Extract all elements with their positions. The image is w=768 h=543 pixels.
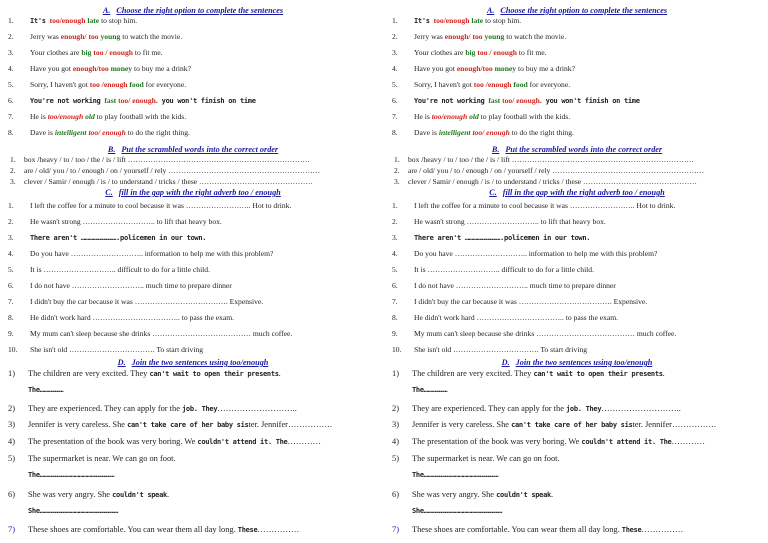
gap-sentence: I left the coffee for a minute to cool because it was …………………….. Hot to drink. xyxy=(30,201,292,210)
item-number: 4) xyxy=(8,437,15,446)
item-number: 6. xyxy=(8,96,14,105)
gap-sentence: Do you have ……………………….. information to help me with this problem? xyxy=(414,249,658,258)
item-number: 3) xyxy=(392,420,399,429)
section-heading-d xyxy=(8,358,378,367)
exercise-d-item xyxy=(8,420,376,430)
option-word: big xyxy=(81,48,92,57)
exercise-c-item xyxy=(8,217,376,227)
exercise-d-item xyxy=(392,525,760,535)
exercise-d-item xyxy=(8,404,376,414)
section-heading-c xyxy=(392,188,762,197)
option-word: enough/too xyxy=(72,64,109,73)
option-word: young xyxy=(482,32,505,41)
sentence-part: . xyxy=(278,369,281,378)
option-word: intelligent xyxy=(438,128,471,137)
worksheet-right xyxy=(392,0,762,543)
sentence-part: to buy me a drink? xyxy=(132,64,191,73)
option-word: too/ enough. xyxy=(500,96,542,105)
item-number: 2) xyxy=(8,404,15,413)
gap-sentence: He didn't work hard …………………………….. to pass the exam. xyxy=(30,313,235,322)
exercise-c-item xyxy=(8,345,376,355)
option-word: too/enough xyxy=(49,16,86,25)
sentence-part: to stop him. xyxy=(99,16,138,25)
sentence-part: can't take care of her baby sis xyxy=(127,421,249,429)
item-number: 5) xyxy=(8,454,15,463)
exercise-b-item xyxy=(392,166,760,176)
exercise-c-item xyxy=(392,297,760,307)
section-letter: D. xyxy=(117,358,126,367)
worksheet-left xyxy=(8,0,378,543)
gap-sentence: My mum can't sleep because she drinks ………………………………… much coffee. xyxy=(414,329,677,338)
sentence-part: Dave is xyxy=(414,128,439,137)
item-number: 6) xyxy=(8,490,15,499)
exercise-d-item xyxy=(392,490,760,500)
exercise-c-item xyxy=(8,297,376,307)
gap-sentence: I do not have ……………………….. much time to prepare dinner xyxy=(414,281,616,290)
sentence-part: job. They xyxy=(566,405,602,413)
sentence-part: The children are very excited. They xyxy=(412,369,534,378)
item-number: 5. xyxy=(392,265,398,274)
exercise-d-item xyxy=(8,525,376,535)
item-number: 3. xyxy=(392,48,398,57)
sentence-part: Sorry, I haven't got xyxy=(30,80,90,89)
option-word: money xyxy=(492,64,517,73)
option-word: enough/too xyxy=(456,64,493,73)
item-number: 8. xyxy=(392,128,398,137)
item-number: 5. xyxy=(392,80,398,89)
item-number: 8. xyxy=(8,313,14,322)
item-number: 3) xyxy=(8,420,15,429)
sentence-part: ……………………….. xyxy=(217,404,297,413)
item-number: 8. xyxy=(392,313,398,322)
section-letter: C. xyxy=(105,188,113,197)
item-number: 2. xyxy=(10,166,16,175)
answer-start: The………………………………………………… xyxy=(28,471,115,479)
answer-line[interactable] xyxy=(8,470,396,480)
section-title: fill in the gap with the right adverb too / enough xyxy=(118,188,281,197)
section-title: Join the two sentences using too/enough xyxy=(131,358,269,367)
exercise-a-item xyxy=(8,32,376,42)
item-number: 3. xyxy=(8,48,14,57)
exercise-a-item xyxy=(392,32,760,42)
gap-sentence: It is ……………………….. difficult to do for a little child. xyxy=(414,265,594,274)
option-word: too/enough xyxy=(433,16,470,25)
section-title: Choose the right option to complete the sentences xyxy=(500,6,668,15)
item-number: 4) xyxy=(392,437,399,446)
gap-sentence: I didn't buy the car because it was ………………………………. Expensive. xyxy=(30,297,264,306)
item-number: 4. xyxy=(8,249,14,258)
gap-sentence: She isn't old ……………………………. To start driving xyxy=(414,345,588,354)
scrambled-words: are / old/ you / to / enough / on / yourself / rely …………………………………………………… xyxy=(24,166,321,175)
answer-start: She…………………………………………………… xyxy=(28,507,119,515)
exercise-c-item xyxy=(392,313,760,323)
exercise-c-item xyxy=(8,201,376,211)
item-number: 1. xyxy=(392,16,398,25)
item-number: 2. xyxy=(392,217,398,226)
exercise-d-item xyxy=(392,369,760,379)
sentence-part: to play football with the kids. xyxy=(478,112,571,121)
option-word: too /enough xyxy=(473,80,512,89)
sentence-part: The supermarket is near. We can go on foot. xyxy=(412,454,560,463)
exercise-c-item xyxy=(8,233,376,243)
section-heading-a xyxy=(8,6,378,15)
item-number: 7. xyxy=(392,112,398,121)
section-title: Choose the right option to complete the sentences xyxy=(116,6,284,15)
sentence-part: job. They xyxy=(182,405,218,413)
sentence-part: couldn't attend it. The xyxy=(581,438,672,446)
item-number: 7) xyxy=(392,525,399,534)
option-word: too/ enough xyxy=(470,128,510,137)
sentence-part: Sorry, I haven't got xyxy=(414,80,474,89)
item-number: 2) xyxy=(392,404,399,413)
exercise-c-item xyxy=(392,217,760,227)
exercise-b-item xyxy=(392,177,760,187)
exercise-c-item xyxy=(8,281,376,291)
sentence-part: …………… xyxy=(257,525,300,534)
exercise-a-item xyxy=(392,128,760,138)
option-word: food xyxy=(511,80,528,89)
exercise-c-item xyxy=(392,265,760,275)
item-number: 5) xyxy=(392,454,399,463)
item-number: 6) xyxy=(392,490,399,499)
item-number: 3. xyxy=(8,233,14,242)
exercise-d-item xyxy=(392,404,760,414)
gap-sentence: My mum can't sleep because she drinks ………………………………… much coffee. xyxy=(30,329,293,338)
sentence-part: Your clothes are xyxy=(30,48,82,57)
exercise-d-item xyxy=(392,437,760,447)
item-number: 7. xyxy=(8,112,14,121)
section-letter: D. xyxy=(501,358,510,367)
option-word: fast xyxy=(104,96,117,105)
section-heading-b xyxy=(8,145,378,154)
sentence-part: They are experienced. They can apply for the xyxy=(28,404,183,413)
section-title: Put the scrambled words into the correct order xyxy=(505,145,663,154)
option-word: food xyxy=(127,80,144,89)
option-word: enough/ too xyxy=(60,32,99,41)
exercise-c-item xyxy=(8,329,376,339)
item-number: 5. xyxy=(8,80,14,89)
exercise-a-item xyxy=(8,128,376,138)
sentence-part: can't wait to open their presents xyxy=(533,370,663,378)
sentence-part: to fit me. xyxy=(133,48,163,57)
sentence-part: can't take care of her baby sis xyxy=(511,421,633,429)
sentence-part: You're not working xyxy=(30,97,105,105)
option-word: big xyxy=(465,48,476,57)
sentence-part: These xyxy=(621,526,642,534)
option-word: too/ enough xyxy=(86,128,126,137)
option-word: too /enough xyxy=(89,80,128,89)
sentence-part: She was very angry. She xyxy=(412,490,497,499)
item-number: 1. xyxy=(392,201,398,210)
exercise-a-item xyxy=(392,80,760,90)
sentence-part: to do the right thing. xyxy=(125,128,190,137)
exercise-c-item xyxy=(392,233,760,243)
item-number: 8. xyxy=(8,128,14,137)
sentence-part: ter. Jennifer……………. xyxy=(632,420,716,429)
gap-sentence: I left the coffee for a minute to cool because it was …………………….. Hot to drink. xyxy=(414,201,676,210)
item-number: 2. xyxy=(8,32,14,41)
item-number: 6. xyxy=(392,96,398,105)
scrambled-words: clever / Samir / enough / is / to understand / tricks / these ……………………………………… xyxy=(24,177,313,186)
gap-sentence: She isn't old ……………………………. To start driving xyxy=(30,345,204,354)
sentence-part: couldn't speak xyxy=(112,491,167,499)
scrambled-words: clever / Samir / enough / is / to understand / tricks / these ……………………………………… xyxy=(408,177,697,186)
exercise-c-item xyxy=(392,345,760,355)
sentence-part: He is xyxy=(414,112,432,121)
exercise-a-item xyxy=(8,48,376,58)
sentence-part: These shoes are comfortable. You can wear them all day long. xyxy=(412,525,622,534)
sentence-part: The presentation of the book was very boring. We xyxy=(412,437,582,446)
item-number: 2. xyxy=(8,217,14,226)
section-letter: A. xyxy=(486,6,495,15)
item-number: 10. xyxy=(392,345,402,354)
exercise-d-item xyxy=(392,454,760,464)
section-letter: B. xyxy=(491,145,500,154)
option-word: late xyxy=(85,16,100,25)
gap-sentence: He wasn't strong ……………………….. to lift that heavy box. xyxy=(414,217,606,226)
sentence-part: Jerry was xyxy=(30,32,61,41)
section-title: Put the scrambled words into the correct order xyxy=(121,145,279,154)
sentence-part: couldn't attend it. The xyxy=(197,438,288,446)
sentence-part: She was very angry. She xyxy=(28,490,113,499)
sentence-part: to watch the movie. xyxy=(504,32,567,41)
sentence-part: Your clothes are xyxy=(414,48,466,57)
sentence-part: It's xyxy=(414,17,434,25)
item-number: 4. xyxy=(392,64,398,73)
scrambled-words: box /heavy / to / too / the / is / lift ……………………………………………………………… xyxy=(408,155,695,164)
item-number: 3. xyxy=(10,177,16,186)
exercise-c-item xyxy=(8,313,376,323)
option-word: intelligent xyxy=(54,128,87,137)
sentence-part: ter. Jennifer……………. xyxy=(248,420,332,429)
exercise-b-item xyxy=(8,177,376,187)
item-number: 9. xyxy=(392,329,398,338)
exercise-d-item xyxy=(392,420,760,430)
option-word: fast xyxy=(488,96,501,105)
section-heading-a xyxy=(392,6,762,15)
sentence-part: ………… xyxy=(287,437,321,446)
gap-sentence: He wasn't strong ……………………….. to lift that heavy box. xyxy=(30,217,222,226)
option-word: money xyxy=(108,64,133,73)
sentence-part: can't wait to open their presents xyxy=(149,370,279,378)
item-number: 7. xyxy=(8,297,14,306)
item-number: 3. xyxy=(394,177,400,186)
answer-start: She…………………………………………………… xyxy=(412,507,503,515)
exercise-d-item xyxy=(8,369,376,379)
section-heading-d xyxy=(392,358,762,367)
exercise-c-item xyxy=(392,281,760,291)
sentence-part: Have you got xyxy=(414,64,457,73)
section-letter: B. xyxy=(107,145,116,154)
exercise-b-item xyxy=(392,155,760,165)
sentence-part: It's xyxy=(30,17,50,25)
sentence-part: ……………………….. xyxy=(601,404,681,413)
sentence-part: to fit me. xyxy=(517,48,547,57)
sentence-part: The supermarket is near. We can go on foot. xyxy=(28,454,176,463)
scrambled-words: are / old/ you / to / enough / on / yourself / rely …………………………………………………… xyxy=(408,166,705,175)
item-number: 9. xyxy=(8,329,14,338)
gap-sentence: He didn't work hard …………………………….. to pass the exam. xyxy=(414,313,619,322)
item-number: 7. xyxy=(392,297,398,306)
exercise-c-item xyxy=(392,329,760,339)
sentence-part: . xyxy=(166,490,170,499)
option-word: old xyxy=(467,112,479,121)
exercise-c-item xyxy=(392,201,760,211)
answer-line[interactable] xyxy=(392,470,768,480)
option-word: too/ enough. xyxy=(116,96,158,105)
item-number: 1. xyxy=(394,155,400,164)
exercise-a-item xyxy=(392,64,760,74)
exercise-a-item xyxy=(8,80,376,90)
answer-start: The……………… xyxy=(412,386,448,394)
option-word: late xyxy=(469,16,484,25)
exercise-b-item xyxy=(8,166,376,176)
item-number: 2. xyxy=(394,166,400,175)
gap-sentence: There aren't ……………………….policemen in our town. xyxy=(414,234,591,242)
sentence-part: you won't finish on time xyxy=(541,97,640,105)
item-number: 6. xyxy=(8,281,14,290)
sentence-part: Have you got xyxy=(30,64,73,73)
exercise-a-item xyxy=(392,16,760,26)
gap-sentence: It is ……………………….. difficult to do for a little child. xyxy=(30,265,210,274)
sentence-part: for everyone. xyxy=(143,80,187,89)
sentence-part: These xyxy=(237,526,258,534)
section-title: fill in the gap with the right adverb too / enough xyxy=(502,188,665,197)
sentence-part: ………… xyxy=(671,437,705,446)
exercise-c-item xyxy=(8,265,376,275)
sentence-part: They are experienced. They can apply for the xyxy=(412,404,567,413)
item-number: 3. xyxy=(392,233,398,242)
sentence-part: . xyxy=(550,490,554,499)
option-word: too / enough xyxy=(91,48,134,57)
exercise-a-item xyxy=(8,16,376,26)
sentence-part: to do the right thing. xyxy=(509,128,574,137)
section-heading-c xyxy=(8,188,378,197)
exercise-d-item xyxy=(8,437,376,447)
exercise-b-item xyxy=(8,155,376,165)
option-word: too/enough xyxy=(47,112,84,121)
sentence-part: Jennifer is very careless. She xyxy=(412,420,512,429)
sentence-part: to buy me a drink? xyxy=(516,64,575,73)
exercise-a-item xyxy=(8,112,376,122)
sentence-part: Jennifer is very careless. She xyxy=(28,420,128,429)
sentence-part: couldn't speak xyxy=(496,491,551,499)
answer-line[interactable] xyxy=(392,385,768,395)
option-word: old xyxy=(83,112,95,121)
option-word: enough/ too xyxy=(444,32,483,41)
gap-sentence: I didn't buy the car because it was ………………………………. Expensive. xyxy=(414,297,648,306)
exercise-a-item xyxy=(8,64,376,74)
section-letter: C. xyxy=(489,188,497,197)
sentence-part: Dave is xyxy=(30,128,55,137)
sentence-part: you won't finish on time xyxy=(157,97,256,105)
item-number: 2. xyxy=(392,32,398,41)
answer-line[interactable] xyxy=(392,506,768,516)
sentence-part: These shoes are comfortable. You can wear them all day long. xyxy=(28,525,238,534)
section-heading-b xyxy=(392,145,762,154)
exercise-a-item xyxy=(392,112,760,122)
section-letter: A. xyxy=(102,6,111,15)
sentence-part: …………… xyxy=(641,525,684,534)
answer-start: The………………………………………………… xyxy=(412,471,499,479)
option-word: too/enough xyxy=(431,112,468,121)
sentence-part: to watch the movie. xyxy=(120,32,183,41)
exercise-c-item xyxy=(392,249,760,259)
item-number: 1) xyxy=(392,369,399,378)
item-number: 5. xyxy=(8,265,14,274)
option-word: young xyxy=(98,32,121,41)
answer-line[interactable] xyxy=(8,506,396,516)
answer-start: The……………… xyxy=(28,386,64,394)
item-number: 1. xyxy=(10,155,16,164)
gap-sentence: There aren't ……………………….policemen in our town. xyxy=(30,234,207,242)
sentence-part: . xyxy=(662,369,665,378)
exercise-d-item xyxy=(8,490,376,500)
item-number: 6. xyxy=(392,281,398,290)
sentence-part: to play football with the kids. xyxy=(94,112,187,121)
sentence-part: The presentation of the book was very boring. We xyxy=(28,437,198,446)
item-number: 1) xyxy=(8,369,15,378)
section-title: Join the two sentences using too/enough xyxy=(515,358,653,367)
sentence-part: Jerry was xyxy=(414,32,445,41)
item-number: 1. xyxy=(8,201,14,210)
scrambled-words: box /heavy / to / too / the / is / lift ……………………………………………………………… xyxy=(24,155,311,164)
item-number: 10. xyxy=(8,345,18,354)
sentence-part: He is xyxy=(30,112,48,121)
item-number: 4. xyxy=(392,249,398,258)
sentence-part: You're not working xyxy=(414,97,489,105)
gap-sentence: Do you have ……………………….. information to help me with this problem? xyxy=(30,249,274,258)
exercise-d-item xyxy=(8,454,376,464)
sentence-part: The children are very excited. They xyxy=(28,369,150,378)
exercise-c-item xyxy=(8,249,376,259)
gap-sentence: I do not have ……………………….. much time to prepare dinner xyxy=(30,281,232,290)
exercise-a-item xyxy=(392,96,760,106)
item-number: 4. xyxy=(8,64,14,73)
item-number: 7) xyxy=(8,525,15,534)
answer-line[interactable] xyxy=(8,385,396,395)
exercise-a-item xyxy=(392,48,760,58)
sentence-part: for everyone. xyxy=(527,80,571,89)
option-word: too / enough xyxy=(475,48,518,57)
exercise-a-item xyxy=(8,96,376,106)
item-number: 1. xyxy=(8,16,14,25)
sentence-part: to stop him. xyxy=(483,16,522,25)
